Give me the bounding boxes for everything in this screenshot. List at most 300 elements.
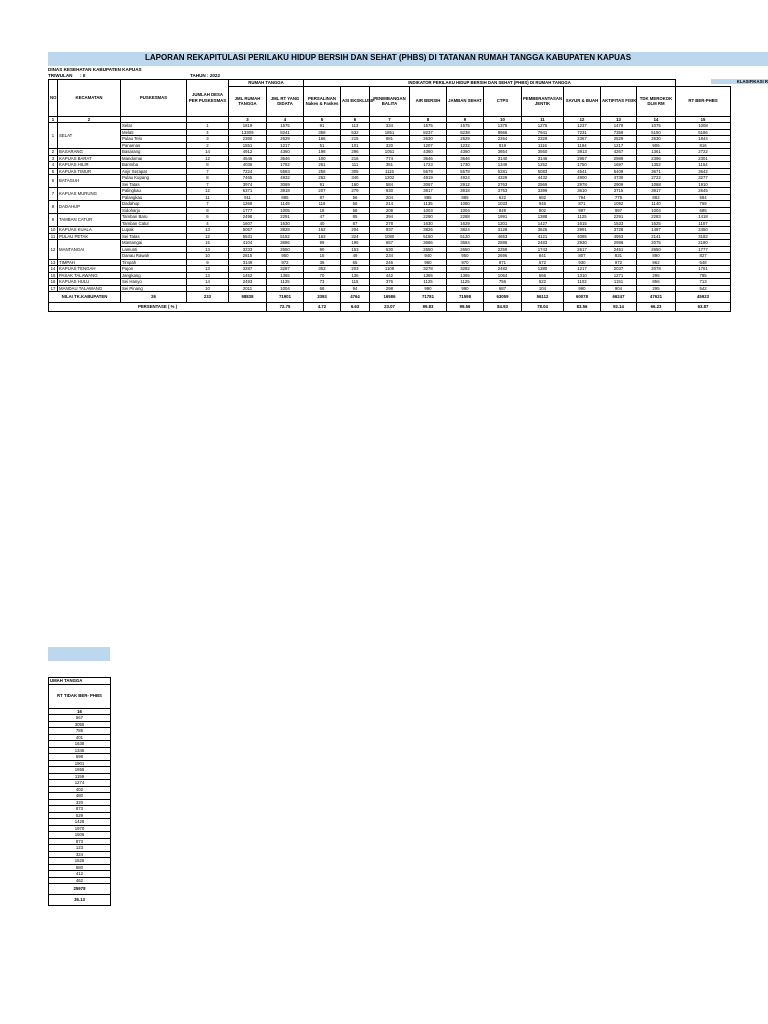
row-cell-c13: 831 bbox=[601, 253, 637, 260]
row-cell-desa: 8 bbox=[187, 162, 229, 169]
row-cell-c15: 713 bbox=[676, 279, 731, 286]
row-cell-c9: 3684 bbox=[447, 240, 484, 247]
row-cell-desa: 8 bbox=[187, 207, 229, 214]
row-cell-didata: 3686 bbox=[267, 240, 304, 247]
row-kecamatan: KAPUAS HILIR bbox=[58, 162, 121, 169]
row-cell-c10: 1991 bbox=[484, 214, 522, 221]
row-cell-c12: 990 bbox=[564, 285, 601, 292]
row-kecamatan: KAPUAS MURUNG bbox=[58, 188, 121, 201]
row-cell-c15: 542 bbox=[676, 285, 731, 292]
row-cell-c7: 209 bbox=[370, 207, 410, 214]
row-cell-c11: 2329 bbox=[522, 136, 564, 143]
row-cell-c9: 5578 bbox=[447, 168, 484, 175]
row-cell-c8: 3826 bbox=[410, 227, 447, 234]
row-cell-c10: 871 bbox=[484, 259, 522, 266]
row-cell-c11: 522 bbox=[522, 279, 564, 286]
row-no: 12 bbox=[49, 240, 58, 260]
row-cell-c12: 2991 bbox=[564, 227, 601, 234]
row-cell-c15: 769 bbox=[676, 201, 731, 208]
row-cell-c5: 116 bbox=[304, 201, 341, 208]
rt-tidak-phbs-table bbox=[48, 677, 111, 906]
row-cell-c13: 4267 bbox=[601, 149, 637, 156]
colnum-cell: 6 bbox=[341, 116, 370, 123]
row-cell-c10: 3753 bbox=[484, 188, 522, 195]
colnum-cell: 15 bbox=[676, 116, 731, 123]
row-cell-c15: 1777 bbox=[676, 246, 731, 253]
row-puskesmas: Lupak bbox=[121, 227, 187, 234]
row-cell-c10: 2763 bbox=[484, 181, 522, 188]
row-cell-jml: 7224 bbox=[229, 168, 267, 175]
row-cell-jml: 1452 bbox=[229, 272, 267, 279]
row-kecamatan: KAPUAS HULU bbox=[58, 279, 121, 286]
row-cell-c8: 1125 bbox=[410, 279, 447, 286]
total-row bbox=[49, 292, 731, 303]
sub-value: 402 bbox=[49, 786, 111, 793]
row-kecamatan: DADAHUP bbox=[58, 201, 121, 214]
row-cell-c6: 203 bbox=[341, 266, 370, 273]
row-cell-c5: 163 bbox=[304, 233, 341, 240]
row-cell-c9: 1232 bbox=[447, 142, 484, 149]
row-cell-desa: 13 bbox=[187, 227, 229, 234]
row-cell-c13: 2986 bbox=[601, 240, 637, 247]
row-cell-c10: 2482 bbox=[484, 266, 522, 273]
row-cell-jml: 6371 bbox=[229, 188, 267, 195]
row-puskesmas: Melati bbox=[121, 129, 187, 136]
total-jml: 98838 bbox=[229, 292, 267, 303]
pct-jamban: 99.56 bbox=[447, 303, 484, 312]
row-cell-c15: 1107 bbox=[676, 220, 731, 227]
row-cell-c5: 47 bbox=[304, 214, 341, 221]
row-cell-c8: 1365 bbox=[410, 272, 447, 279]
row-puskesmas: Palingkau bbox=[121, 188, 187, 195]
row-cell-c6: 94 bbox=[341, 285, 370, 292]
row-cell-didata: 2650 bbox=[267, 246, 304, 253]
row-no: 17 bbox=[49, 285, 58, 292]
row-cell-c14: 1487 bbox=[637, 227, 676, 234]
row-no: 3 bbox=[49, 155, 58, 162]
row-cell-c15: 594 bbox=[676, 194, 731, 201]
row-cell-c7: 657 bbox=[370, 240, 410, 247]
row-cell-didata: 1217 bbox=[267, 142, 304, 149]
row-cell-c7: 1080 bbox=[370, 233, 410, 240]
colnum-cell: 13 bbox=[601, 116, 637, 123]
row-cell-c12: 2978 bbox=[564, 181, 601, 188]
sub-value: 580 bbox=[49, 864, 111, 871]
row-cell-c14: 295 bbox=[637, 285, 676, 292]
row-cell-c9: 1365 bbox=[447, 272, 484, 279]
row-cell-c13: 2291 bbox=[601, 214, 637, 221]
row-cell-jml: 2498 bbox=[229, 214, 267, 221]
row-cell-c5: 70 bbox=[304, 272, 341, 279]
row-cell-c7: 376 bbox=[370, 279, 410, 286]
row-cell-c12: 1125 bbox=[564, 214, 601, 221]
pct-ctps: 84.93 bbox=[484, 303, 522, 312]
row-cell-c6: 215 bbox=[341, 136, 370, 143]
row-cell-didata: 5152 bbox=[267, 233, 304, 240]
row-cell-c12: 1237 bbox=[564, 123, 601, 130]
row-cell-c7: 298 bbox=[370, 285, 410, 292]
total-jamban: 71598 bbox=[447, 292, 484, 303]
sub-value: 1274 bbox=[49, 780, 111, 787]
sub-total: 25978 bbox=[49, 884, 111, 895]
row-cell-c9: 1125 bbox=[447, 279, 484, 286]
row-cell-c10: 2259 bbox=[484, 246, 522, 253]
row-kecamatan: KAPUAS BARAT bbox=[58, 155, 121, 162]
row-cell-c8: 1135 bbox=[410, 201, 447, 208]
row-cell-didata: 1365 bbox=[267, 272, 304, 279]
row-cell-c11: 1388 bbox=[522, 214, 564, 221]
row-no: 7 bbox=[49, 188, 58, 201]
total-air-bersih: 71781 bbox=[410, 292, 447, 303]
colnum-cell: 11 bbox=[522, 116, 564, 123]
row-cell-c9: 2912 bbox=[447, 181, 484, 188]
row-cell-c8: 2650 bbox=[410, 246, 447, 253]
colnum-cell: 4 bbox=[267, 116, 304, 123]
sub-column-number: 16 bbox=[49, 708, 111, 715]
sub-value: 1428 bbox=[49, 819, 111, 826]
row-cell-c14: 906 bbox=[637, 142, 676, 149]
row-cell-c7: 204 bbox=[370, 194, 410, 201]
row-cell-c10: 756 bbox=[484, 279, 522, 286]
row-cell-c7: 351 bbox=[370, 162, 410, 169]
row-cell-c13: 5409 bbox=[601, 168, 637, 175]
row-cell-c8: 3278 bbox=[410, 266, 447, 273]
colnum-cell: 8 bbox=[410, 116, 447, 123]
row-cell-jml: 4104 bbox=[229, 240, 267, 247]
row-cell-desa: 15 bbox=[187, 240, 229, 247]
colnum-cell: 12 bbox=[564, 116, 601, 123]
row-kecamatan: MANTANGAI bbox=[58, 240, 121, 260]
header-rumah-tangga: RUMAH TANGGA bbox=[229, 80, 304, 87]
header-no: NO bbox=[49, 80, 58, 117]
row-cell-desa: 10 bbox=[187, 253, 229, 260]
row-cell-c5: 90 bbox=[304, 246, 341, 253]
row-kecamatan: KAPUAS KUALA bbox=[58, 227, 121, 234]
total-persalinan: 3393 bbox=[304, 292, 341, 303]
row-kecamatan: PASAK TALAWANG bbox=[58, 272, 121, 279]
row-cell-c12: 7231 bbox=[564, 129, 601, 136]
row-cell-c7: 774 bbox=[370, 155, 410, 162]
row-cell-c15: 785 bbox=[676, 272, 731, 279]
row-cell-c7: 530 bbox=[370, 246, 410, 253]
row-cell-jml: 1607 bbox=[229, 220, 267, 227]
row-cell-c6: 160 bbox=[341, 181, 370, 188]
row-cell-c14: 2396 bbox=[637, 155, 676, 162]
row-cell-c13: 1092 bbox=[601, 201, 637, 208]
total-ctps: 63059 bbox=[484, 292, 522, 303]
header-persalinan: PERSALINAN Nakes & Faskes bbox=[304, 86, 341, 116]
sub-value: 1345 bbox=[49, 747, 111, 754]
row-cell-c10: 1033 bbox=[484, 201, 522, 208]
row-cell-desa: 3 bbox=[187, 136, 229, 143]
row-cell-jml: 1777 bbox=[229, 207, 267, 214]
row-cell-c8: 1723 bbox=[410, 162, 447, 169]
report-title: LAPORAN REKAPITULASI PERILAKU HIDUP BERSIH DAN SEHAT (PHBS) DI TATANAN RUMAH TANGGA KABUPATEN KAPUAS bbox=[144, 53, 632, 62]
row-cell-c6: 153 bbox=[341, 246, 370, 253]
row-cell-desa: 12 bbox=[187, 155, 229, 162]
row-cell-c5: 87 bbox=[304, 194, 341, 201]
sub-value: 529 bbox=[49, 812, 111, 819]
row-cell-c12: 4095 bbox=[564, 233, 601, 240]
row-cell-c11: 3399 bbox=[522, 188, 564, 195]
row-cell-c13: 779 bbox=[601, 194, 637, 201]
row-cell-c5: 51 bbox=[304, 142, 341, 149]
total-puskesmas: 26 bbox=[121, 292, 187, 303]
header-penimbangan: PENIMBANGAN BALITA bbox=[370, 86, 410, 116]
row-cell-jml: 13309 bbox=[229, 129, 267, 136]
row-cell-c6: 65 bbox=[341, 259, 370, 266]
row-cell-c6: 115 bbox=[341, 279, 370, 286]
row-puskesmas: Mandomai bbox=[121, 155, 187, 162]
sub-value: 412 bbox=[49, 871, 111, 878]
row-cell-c5: 162 bbox=[304, 227, 341, 234]
tahun-label: TAHUN : 2022 bbox=[190, 73, 221, 78]
row-cell-c11: 1116 bbox=[522, 142, 564, 149]
row-cell-c12: 2367 bbox=[564, 136, 601, 143]
row-cell-c7: 234 bbox=[370, 253, 410, 260]
row-cell-c5: 91 bbox=[304, 181, 341, 188]
sub-value: 785 bbox=[49, 728, 111, 735]
row-cell-c10: 3140 bbox=[484, 155, 522, 162]
row-cell-c13: 997 bbox=[601, 207, 637, 214]
row-cell-c5: 261 bbox=[304, 162, 341, 169]
sub-value: 1526 bbox=[49, 858, 111, 865]
row-cell-c12: 3913 bbox=[564, 149, 601, 156]
row-cell-c11: 946 bbox=[522, 201, 564, 208]
pct-didata: 72.75 bbox=[267, 303, 304, 312]
row-cell-c5: 99 bbox=[304, 240, 341, 247]
row-puskesmas: Dadahup bbox=[121, 201, 187, 208]
row-cell-desa: 14 bbox=[187, 279, 229, 286]
sub-value: 1506 bbox=[49, 832, 111, 839]
row-cell-jml: 3974 bbox=[229, 181, 267, 188]
header-jentik: PEMBERANTASAN JENTIK bbox=[522, 86, 564, 116]
colnum-cell: 14 bbox=[637, 116, 676, 123]
row-cell-c6: 296 bbox=[341, 149, 370, 156]
row-puskesmas: Barimba bbox=[121, 162, 187, 169]
row-cell-desa: 13 bbox=[187, 246, 229, 253]
row-cell-c8: 990 bbox=[410, 285, 447, 292]
row-kecamatan: SELAT bbox=[58, 123, 121, 149]
row-cell-desa: 1 bbox=[187, 123, 229, 130]
row-cell-c9: 2288 bbox=[447, 214, 484, 221]
row-cell-c15: 3182 bbox=[676, 233, 731, 240]
row-cell-c13: 3728 bbox=[601, 227, 637, 234]
row-cell-c14: 2141 bbox=[637, 233, 676, 240]
row-no: 4 bbox=[49, 162, 58, 169]
row-cell-c10: 3128 bbox=[484, 227, 522, 234]
row-puskesmas: Pujon bbox=[121, 266, 187, 273]
row-cell-jml: 2011 bbox=[229, 285, 267, 292]
row-cell-c10: 1349 bbox=[484, 162, 522, 169]
row-cell-c6: 111 bbox=[341, 162, 370, 169]
row-cell-c9: 970 bbox=[447, 259, 484, 266]
row-cell-c5: 207 bbox=[304, 188, 341, 195]
row-puskesmas: Anjir Serapat bbox=[121, 168, 187, 175]
row-cell-c12: 1102 bbox=[564, 279, 601, 286]
row-cell-jml: 911 bbox=[229, 194, 267, 201]
klasifikasi-header: KLASIFIKASI R bbox=[711, 79, 768, 84]
total-merokok: 47621 bbox=[637, 292, 676, 303]
row-cell-desa: 2 bbox=[187, 142, 229, 149]
row-cell-c14: 1625 bbox=[637, 220, 676, 227]
row-cell-desa: 7 bbox=[187, 168, 229, 175]
row-cell-c6: 49 bbox=[341, 253, 370, 260]
row-cell-c6: 113 bbox=[341, 123, 370, 130]
row-cell-c12: 1750 bbox=[564, 162, 601, 169]
row-cell-c11: 4121 bbox=[522, 233, 564, 240]
row-cell-c5: 358 bbox=[304, 129, 341, 136]
row-cell-c15: 1154 bbox=[676, 162, 731, 169]
percentage-row bbox=[49, 303, 731, 312]
row-cell-jml: 3287 bbox=[229, 266, 267, 273]
row-cell-c7: 246 bbox=[370, 259, 410, 266]
row-cell-c13: 1217 bbox=[601, 142, 637, 149]
row-cell-c15: 2450 bbox=[676, 227, 731, 234]
row-cell-c14: 2722 bbox=[637, 175, 676, 182]
header-jamban: JAMBAN SEHAT bbox=[447, 86, 484, 116]
row-puskesmas: Sei Hanyo bbox=[121, 279, 187, 286]
row-puskesmas: Selat bbox=[121, 123, 187, 130]
row-cell-desa: 7 bbox=[187, 201, 229, 208]
row-cell-c8: 1207 bbox=[410, 142, 447, 149]
row-cell-c9: 4924 bbox=[447, 175, 484, 182]
row-cell-c7: 930 bbox=[370, 188, 410, 195]
row-cell-desa: 7 bbox=[187, 181, 229, 188]
row-cell-c10: 2264 bbox=[484, 136, 522, 143]
colnum-cell-no: 1 bbox=[49, 116, 58, 123]
row-cell-c12: 930 bbox=[564, 259, 601, 266]
row-puskesmas: Sei Pinang bbox=[121, 285, 187, 292]
row-cell-c11: 1743 bbox=[522, 246, 564, 253]
row-cell-c9: 2650 bbox=[447, 246, 484, 253]
row-cell-c11: 7941 bbox=[522, 129, 564, 136]
triwulan-label: TRIWULAN bbox=[48, 73, 73, 78]
row-cell-didata: 3069 bbox=[267, 181, 304, 188]
row-cell-c8: 3917 bbox=[410, 188, 447, 195]
row-cell-c7: 1202 bbox=[370, 175, 410, 182]
row-puskesmas: Timpah bbox=[121, 259, 187, 266]
row-cell-c12: 4541 bbox=[564, 168, 601, 175]
row-no: 13 bbox=[49, 259, 58, 266]
row-cell-c9: 4360 bbox=[447, 149, 484, 156]
row-cell-c7: 442 bbox=[370, 272, 410, 279]
row-cell-c9: 5120 bbox=[447, 233, 484, 240]
row-cell-c12: 1310 bbox=[564, 272, 601, 279]
row-kecamatan: TAMBAN CATUR bbox=[58, 214, 121, 227]
row-cell-c14: 890 bbox=[637, 253, 676, 260]
row-cell-c12: 2957 bbox=[564, 155, 601, 162]
row-cell-c11: 1252 bbox=[522, 162, 564, 169]
row-cell-jml: 2815 bbox=[229, 253, 267, 260]
row-cell-c12: 1615 bbox=[564, 220, 601, 227]
row-cell-c14: 1075 bbox=[637, 123, 676, 130]
row-cell-c10: 849 bbox=[484, 207, 522, 214]
row-cell-desa: 11 bbox=[187, 194, 229, 201]
total-label: NILAI TK.KABUPATEN bbox=[49, 292, 121, 303]
pct-sayur: 83.56 bbox=[564, 303, 601, 312]
colnum-cell: 5 bbox=[304, 116, 341, 123]
row-cell-didata: 1005 bbox=[267, 207, 304, 214]
total-didata: 71901 bbox=[267, 292, 304, 303]
row-cell-c5: 353 bbox=[304, 266, 341, 273]
row-cell-c15: 1844 bbox=[676, 136, 731, 143]
row-cell-didata: 1004 bbox=[267, 285, 304, 292]
sub-value: 401 bbox=[49, 734, 111, 741]
row-puskesmas: Lamunti bbox=[121, 246, 187, 253]
row-cell-c12: 871 bbox=[564, 201, 601, 208]
row-kecamatan: TIMPAH bbox=[58, 259, 121, 266]
row-cell-c15: 1910 bbox=[676, 181, 731, 188]
total-sayur: 60078 bbox=[564, 292, 601, 303]
row-cell-c8: 5579 bbox=[410, 168, 447, 175]
row-cell-c8: 3686 bbox=[410, 240, 447, 247]
row-cell-c15: 2645 bbox=[676, 188, 731, 195]
row-cell-didata: 8241 bbox=[267, 129, 304, 136]
row-cell-c13: 1533 bbox=[601, 220, 637, 227]
row-cell-didata: 1125 bbox=[267, 279, 304, 286]
row-kecamatan: BASARANG bbox=[58, 149, 121, 156]
pct-aktifitas: 92.14 bbox=[601, 303, 637, 312]
triwulan-value: : II bbox=[80, 73, 86, 78]
row-cell-c9: 885 bbox=[447, 194, 484, 201]
row-cell-c13: 2037 bbox=[601, 266, 637, 273]
row-cell-c5: 15 bbox=[304, 253, 341, 260]
sub-value: 123 bbox=[49, 845, 111, 852]
row-no: 16 bbox=[49, 279, 58, 286]
row-cell-c9: 1080 bbox=[447, 201, 484, 208]
row-cell-c14: 1004 bbox=[637, 207, 676, 214]
row-cell-c11: 802 bbox=[522, 207, 564, 214]
total-jentik: 56112 bbox=[522, 292, 564, 303]
row-puskesmas: Sei Tatas bbox=[121, 181, 187, 188]
row-puskesmas: Pulau Kupang bbox=[121, 175, 187, 182]
row-cell-c15: 816 bbox=[676, 142, 731, 149]
row-cell-jml: 1551 bbox=[229, 142, 267, 149]
pct-air-bersih: 99.83 bbox=[410, 303, 447, 312]
row-cell-c15: 2180 bbox=[676, 240, 731, 247]
row-cell-c5: 166 bbox=[304, 136, 341, 143]
row-cell-desa: 13 bbox=[187, 266, 229, 273]
row-cell-c11: 1427 bbox=[522, 220, 564, 227]
row-cell-c6: 532 bbox=[341, 129, 370, 136]
total-aktifitas: 66247 bbox=[601, 292, 637, 303]
row-kecamatan: PULAU PETAK bbox=[58, 233, 121, 240]
row-cell-c14: 2650 bbox=[637, 246, 676, 253]
row-cell-didata: 5583 bbox=[267, 168, 304, 175]
header-jumlah-desa: JUMLAH DESA PER PUSKESMAS bbox=[187, 80, 229, 117]
row-cell-c14: 2075 bbox=[637, 240, 676, 247]
row-cell-c12: 3610 bbox=[564, 188, 601, 195]
row-cell-c13: 1479 bbox=[601, 123, 637, 130]
row-cell-c6: 305 bbox=[341, 168, 370, 175]
row-cell-c14: 2078 bbox=[637, 266, 676, 273]
percentage-label: PERSENTASE ( % ) bbox=[49, 303, 267, 312]
sub-value: 3055 bbox=[49, 721, 111, 728]
row-cell-c12: 997 bbox=[564, 207, 601, 214]
row-cell-c5: 91 bbox=[304, 123, 341, 130]
row-puskesmas: Mantangai bbox=[121, 240, 187, 247]
row-cell-c12: 807 bbox=[564, 253, 601, 260]
sub-value: 480 bbox=[49, 793, 111, 800]
row-cell-c6: 135 bbox=[341, 272, 370, 279]
row-puskesmas: Palangkau bbox=[121, 194, 187, 201]
row-cell-c7: 278 bbox=[370, 220, 410, 227]
row-cell-c5: 40 bbox=[304, 220, 341, 227]
row-cell-didata: 2291 bbox=[267, 214, 304, 221]
row-cell-c7: 937 bbox=[370, 227, 410, 234]
row-cell-c14: 1352 bbox=[637, 162, 676, 169]
